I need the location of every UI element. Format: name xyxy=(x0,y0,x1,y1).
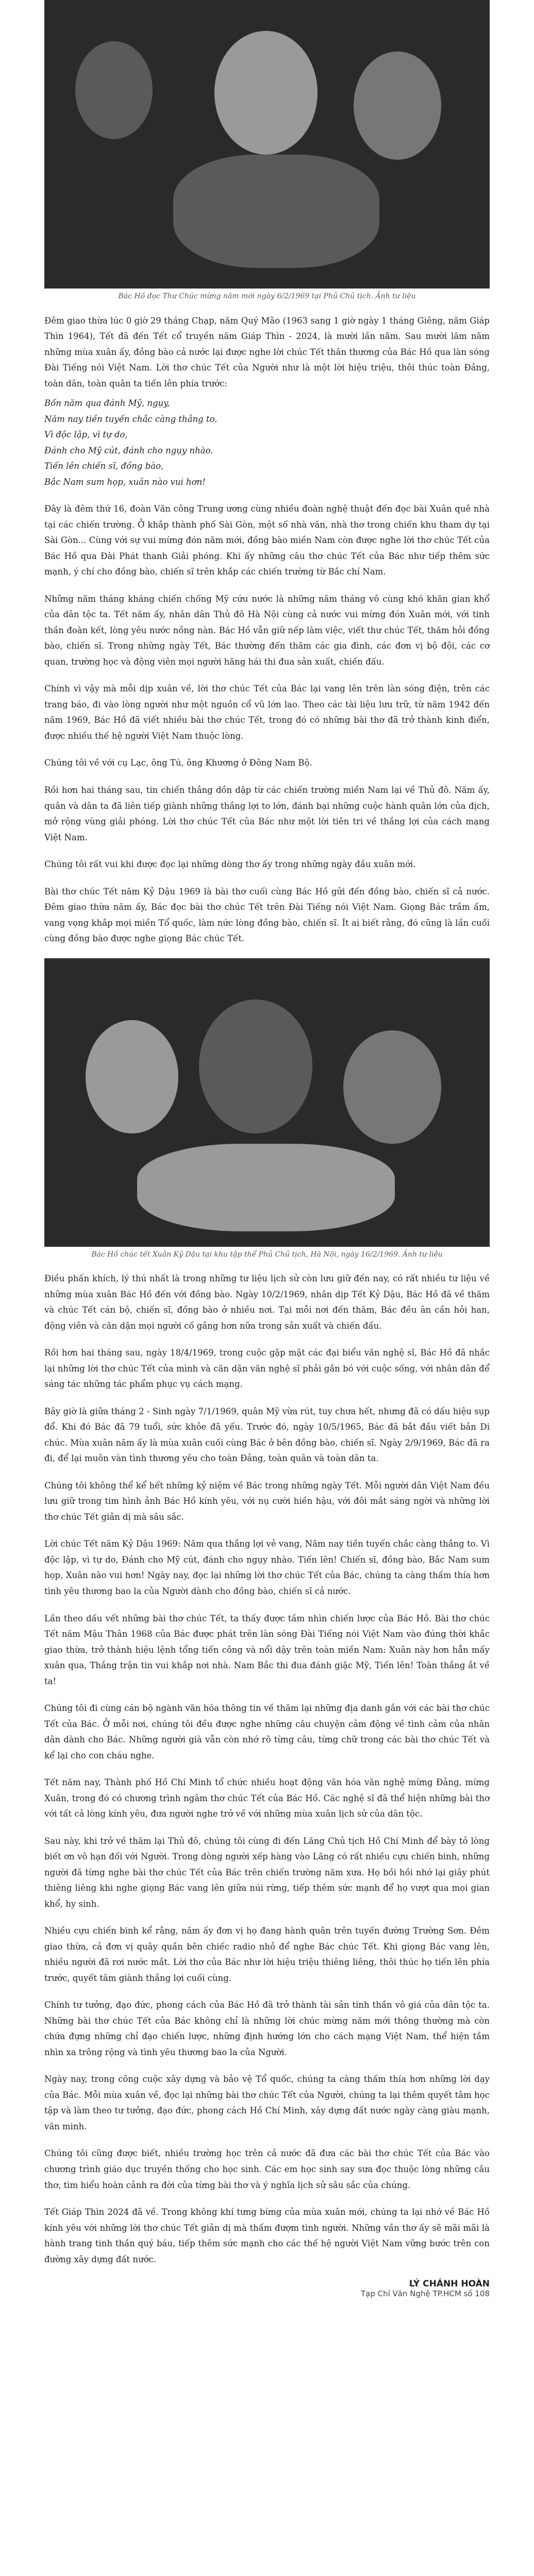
article-photo-2 xyxy=(44,958,490,1247)
paragraph: Chúng tôi rất vui khi được đọc lại những dòng thơ ấy trong những ngày đầu xuân mới. xyxy=(44,859,416,870)
paragraph: Bây giờ là giữa tháng 2 - Sinh ngày 7/1/1969, quân Mỹ vừa rút, tuy chưa hết, nhưng đã có dấu hiệu sụp đổ. Khi đó Bác đã 79 tuổi, sức khỏe đã yếu. Trước đó, ngày 10/5/1965, Bác đã bắt đầu viết bản Di chúc. Mùa xuân năm ấy là mùa xuân cuối cùng Bác ở bên đồng bào, chiến sĩ. Ngày 2/9/1969, Bác đã ra đi, để lại muôn vàn tình thương yêu cho toàn Đảng, toàn quân và toàn dân ta. xyxy=(44,1406,490,1464)
author-source: Tạp Chí Văn Nghệ TP.HCM số 108 xyxy=(360,2289,490,2299)
poem-line: Bốn năm qua đánh Mỹ, ngụy, xyxy=(44,398,170,409)
article xyxy=(44,0,490,2298)
paragraph: Chính tư tưởng, đạo đức, phong cách của Bác Hồ đã trở thành tài sản tinh thần vô giá của dân tộc ta. Những bài thơ chúc Tết của Bác không chỉ là những lời chúc mừng năm mới thông thường mà còn chứa đựng những chỉ đạo chiến lược, những định hướng lớn cho cách mạng Việt Nam, thể hiện tầm nhìn xa trông rộng và tình yêu thương bao la của Người. xyxy=(44,2000,490,2057)
paragraph: Chúng tôi không thể kể hết những kỷ niệm về Bác trong những ngày Tết. Mỗi người dân Việt Nam đều lưu giữ trong tim hình ảnh Bác Hồ kính yêu, với nụ cười hiền hậu, với đôi mắt sáng ngời và những lời thơ chúc Tết giản dị mà sâu sắc. xyxy=(44,1480,490,1522)
paragraph: Chúng tôi về với cụ Lạc, ông Tú, ông Khương ở Đông Nam Bộ. xyxy=(44,758,312,768)
paragraph: Rồi hơn hai tháng sau, tin chiến thắng dồn dập từ các chiến trường miền Nam lại về Thủ đô. Năm ấy, quân và dân ta đã liên tiếp giành những thắng lợi to lớn, đánh bại những cuộc hành quân lớn của địch, mở rộng vùng giải phóng. Lời thơ chúc Tết của Bác như một lời tiên tri về thắng lợi của cách mạng Việt Nam. xyxy=(44,785,490,842)
paragraph: Tết năm nay, Thành phố Hồ Chí Minh tổ chức nhiều hoạt động văn hóa văn nghệ mừng Đảng, mừng Xuân, trong đó có chương trình ngâm thơ chúc Tết của Bác Hồ. Các nghệ sĩ đã thể hiện những bài thơ với tất cả lòng kính yêu, đưa người nghe trở về với những mùa xuân lịch sử của dân tộc. xyxy=(44,1777,490,1819)
paragraph: Ngày nay, trong công cuộc xây dựng và bảo vệ Tổ quốc, chúng ta càng thấm thía hơn những lời dạy của Bác. Mỗi mùa xuân về, đọc lại những bài thơ chúc Tết của Người, chúng ta lại thêm quyết tâm học tập và làm theo tư tưởng, đạo đức, phong cách Hồ Chí Minh, xây dựng đất nước ngày càng giàu mạnh, văn minh. xyxy=(44,2074,490,2131)
paragraph: Sau này, khi trở về thăm lại Thủ đô, chúng tôi cùng đi đến Lăng Chủ tịch Hồ Chí Minh để bày tỏ lòng biết ơn vô hạn đối với Người. Trong dòng người xếp hàng vào Lăng có rất nhiều cựu chiến binh, những người đã từng nghe bài thơ chúc Tết của Bác trên chiến trường năm xưa. Họ bồi hồi nhớ lại giây phút thiêng liêng khi nghe giọng Bác vang lên giữa núi rừng, tiếp thêm sức mạnh để họ vượt qua mọi gian khổ, hy sinh. xyxy=(44,1836,490,1909)
paragraph: Bài thơ chúc Tết năm Kỷ Dậu 1969 là bài thơ cuối cùng Bác Hồ gửi đến đồng bào, chiến sĩ cả nước. Đêm giao thừa năm ấy, Bác đọc bài thơ chúc Tết trên Đài Tiếng nói Việt Nam. Giọng Bác trầm ấm, vang vọng khắp mọi miền Tổ quốc, làm nức lòng đồng bào, chiến sĩ. Ít ai biết rằng, đó cũng là lần cuối cùng đồng bào được nghe giọng Bác chúc Tết. xyxy=(44,886,490,944)
photo-caption-2: Bác Hồ chúc tết Xuân Kỷ Dậu tại khu tập thể Phủ Chủ tịch, Hà Nội, ngày 16/2/1969. Ảnh tư liệu xyxy=(91,1250,443,1259)
poem-line: Vì độc lập, vì tự do, xyxy=(44,430,128,440)
poem-line: Đánh cho Mỹ cút, đánh cho ngụy nhào. xyxy=(44,445,213,455)
author-signature xyxy=(44,2279,490,2298)
paragraph: Điều phấn khích, lý thú nhất là trong những tư liệu lịch sử còn lưu giữ đến nay, có rất nhiều tư liệu về những mùa xuân Bác Hồ đến với đồng bào. Ngày 10/2/1969, nhân dịp Tết Kỷ Dậu, Bác Hồ đã về thăm và chúc Tết cán bộ, chiến sĩ, đồng bào ở nhiều nơi. Tại mỗi nơi đến thăm, Bác đều ân cần hỏi han, động viên và căn dặn mọi người cố gắng hơn nữa trong sản xuất và chiến đấu. xyxy=(44,1274,490,1331)
article-photo-1 xyxy=(44,0,490,289)
photo-caption-1: Bác Hồ đọc Thư Chúc mừng năm mới ngày 6/2/1969 tại Phủ Chủ tịch. Ảnh tư liệu xyxy=(118,292,416,300)
paragraph: Đêm giao thừa lúc 0 giờ 29 tháng Chạp, năm Quý Mão (1963 sang 1 giờ ngày 1 tháng Giêng, năm Giáp Thìn 1964), Tết đã đến Tết cổ truyền năm Giáp Thìn - 2024, là mười lần năm. Sau mười lăm năm những mùa xuân ấy, đồng bào cả nước lại được nghe lời chúc Tết thân thương của Bác Hồ qua làn sóng Đài Tiếng nói Việt Nam. Lời thơ chúc Tết của Người như là một lời hiệu triệu, thôi thúc toàn Đảng, toàn dân, toàn quân ta tiến lên phía trước: xyxy=(44,315,490,388)
paragraph: Rồi hơn hai tháng sau, ngày 18/4/1969, trong cuộc gặp mặt các đại biểu văn nghệ sĩ, Bác Hồ đã nhắc lại những lời thơ chúc Tết của mình và căn dặn văn nghệ sĩ phải gắn bó với cuộc sống, với nhân dân để sáng tác những tác phẩm phục vụ cách mạng. xyxy=(44,1348,490,1389)
paragraph: Chúng tôi cũng được biết, nhiều trường học trên cả nước đã đưa các bài thơ chúc Tết của Bác vào chương trình giáo dục truyền thống cho học sinh. Các em học sinh say sưa đọc thuộc lòng những câu thơ, tìm hiểu hoàn cảnh ra đời của từng bài thơ và ý nghĩa lịch sử sâu sắc của chúng. xyxy=(44,2148,490,2190)
author-name: LÝ CHÁNH HOÀN xyxy=(409,2279,490,2290)
paragraph: Lần theo dấu vết những bài thơ chúc Tết, ta thấy được tầm nhìn chiến lược của Bác Hồ. Bài thơ chúc Tết năm Mậu Thân 1968 của Bác được phát trên làn sóng Đài Tiếng nói Việt Nam vào đúng thời khắc giao thừa, trở thành hiệu lệnh tổng tiến công và nổi dậy trên toàn miền Nam: Xuân này hơn hẳn mấy xuân qua, Thắng trận tin vui khắp nơi nhà. Nam Bắc thi đua đánh giặc Mỹ, Tiến lên! Toàn thắng ắt về ta! xyxy=(44,1613,490,1686)
paragraph: Tết Giáp Thìn 2024 đã về. Trong không khí tưng bừng của mùa xuân mới, chúng ta lại nhớ về Bác Hồ kính yêu với những lời thơ chúc Tết giản dị mà thấm đượm tình người. Những vần thơ ấy sẽ mãi mãi là hành trang tinh thần quý báu, tiếp thêm sức mạnh cho các thế hệ người Việt Nam vững bước trên con đường xây dựng đất nước. xyxy=(44,2207,490,2264)
poem-line: Tiến lên chiến sĩ, đồng bào, xyxy=(44,461,164,471)
paragraph: Đây là đêm thứ 16, đoàn Văn công Trung ương cùng nhiều đoàn nghệ thuật đến đọc bài Xuân quê nhà tại các chiến trường. Ở khắp thành phố Sài Gòn, một số nhà văn, nhà thơ trong chiến khu tham dự tại Sài Gòn... Cùng với sự vui mừng đón năm mới, đồng bào miền Nam còn được nghe lời thơ chúc Tết của Bác Hồ qua Đài Phát thanh Giải phóng. Khi ấy những câu thơ chúc Tết của Bác như tiếp thêm sức mạnh, ý chí cho đồng bào, chiến sĩ trên khắp các chiến trường từ Bắc chí Nam. xyxy=(44,504,490,577)
paragraph: Những năm tháng kháng chiến chống Mỹ cứu nước là những năm tháng vô cùng khó khăn gian khổ của dân tộc ta. Tết năm ấy, nhân dân Thủ đô Hà Nội cùng cả nước vui mừng đón Xuân mới, với tinh thần đoàn kết, lòng yêu nước nồng nàn. Bác Hồ vẫn giữ nếp làm việc, viết thư chúc Tết, thăm hỏi đồng bào, chiến sĩ. Trong những ngày Tết, Bác thường đến thăm các gia đình, các đơn vị bộ đội, các cơ quan, trường học và động viên mọi người hăng hái thi đua sản xuất, chiến đấu. xyxy=(44,594,490,667)
paragraph: Chính vì vậy mà mỗi dịp xuân về, lời thơ chúc Tết của Bác lại vang lên trên làn sóng điện, trên các trang báo, đi vào lòng người như một nguồn cổ vũ lớn lao. Theo các tài liệu lưu trữ, từ năm 1942 đến năm 1969, Bác Hồ đã viết nhiều bài thơ chúc Tết, trong đó có những bài thơ đã trở thành kinh điển, được nhiều thế hệ người Việt Nam thuộc lòng. xyxy=(44,684,490,741)
paragraph: Nhiều cựu chiến binh kể rằng, năm ấy đơn vị họ đang hành quân trên tuyến đường Trường Sơn. Đêm giao thừa, cả đơn vị quây quần bên chiếc radio nhỏ để nghe Bác chúc Tết. Khi giọng Bác vang lên, nhiều người đã rơi nước mắt. Lời thơ của Bác như lời hiệu triệu thiêng liêng, thôi thúc họ tiến lên phía trước, quyết tâm giành thắng lợi cuối cùng. xyxy=(44,1926,490,1983)
paragraph: Chúng tôi đi cùng cán bộ ngành văn hóa thông tin về thăm lại những địa danh gắn với các bài thơ chúc Tết của Bác. Ở mỗi nơi, chúng tôi đều được nghe những câu chuyện cảm động về tình cảm của nhân dân dành cho Bác. Những người già vẫn còn nhớ rõ từng câu, từng chữ trong các bài thơ chúc Tết và kể lại cho con cháu nghe. xyxy=(44,1703,490,1760)
poem-line: Năm nay tiền tuyến chắc càng thắng to. xyxy=(44,414,218,424)
poem-line: Bắc Nam sum họp, xuân nào vui hơn! xyxy=(44,477,206,487)
poem xyxy=(44,396,490,490)
paragraph: Lời chúc Tết năm Kỷ Dậu 1969: Năm qua thắng lợi vẻ vang, Năm nay tiền tuyến chắc càng thắng to. Vì độc lập, vì tự do, Đánh cho Mỹ cút, đánh cho ngụy nhào. Tiến lên! Chiến sĩ, đồng bào, Bắc Nam sum họp, Xuân nào vui hơn! Ngày nay, đọc lại những lời thơ chúc Tết của Bác, chúng ta càng thấm thía hơn tình yêu thương bao la của Người dành cho đồng bào, chiến sĩ cả nước. xyxy=(44,1539,490,1596)
